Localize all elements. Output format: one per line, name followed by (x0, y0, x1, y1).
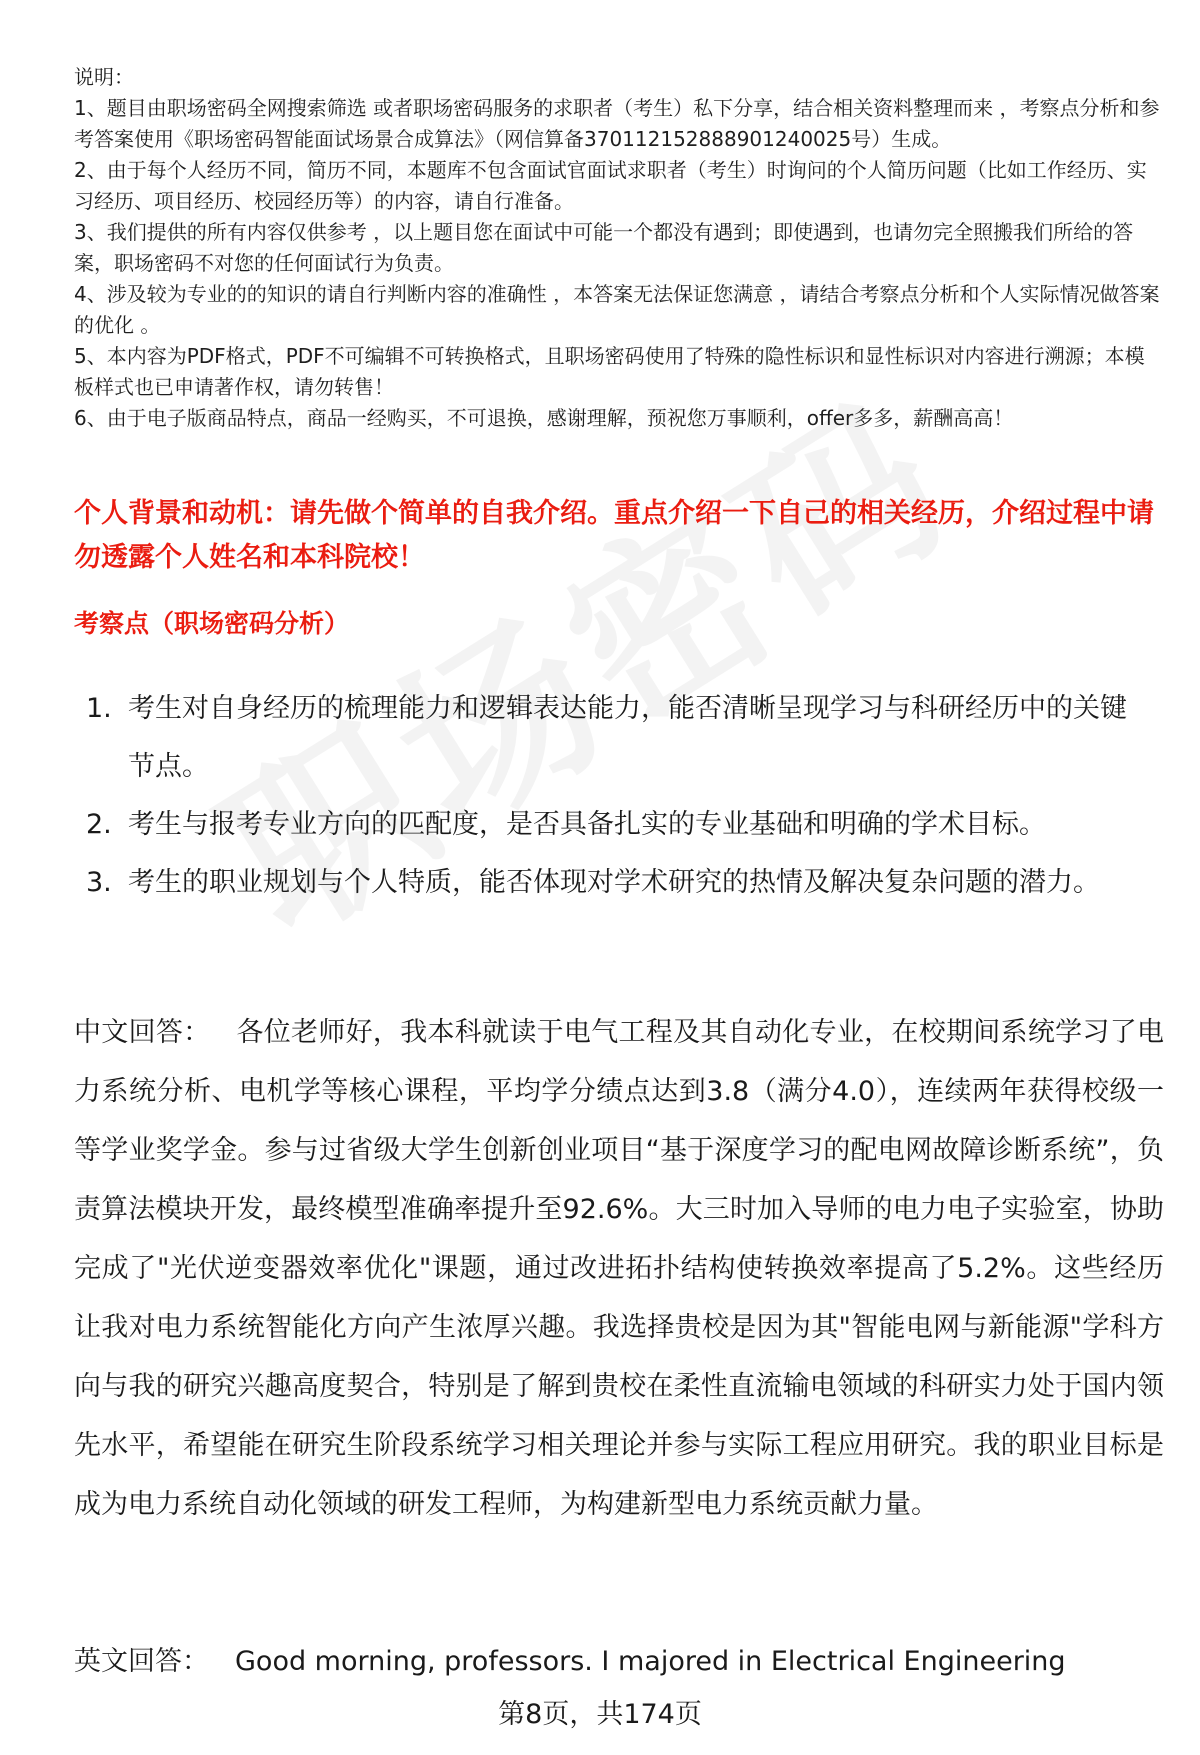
list-item-text: 考生的职业规划与个人特质，能否体现对学术研究的热情及解决复杂问题的潜力。 (128, 867, 1100, 898)
english-answer-label: 英文回答： (74, 1646, 209, 1677)
list-item-text: 考生对自身经历的梳理能力和逻辑表达能力，能否清晰呈现学习与科研经历中的关键节点。 (128, 693, 1127, 782)
chinese-answer (74, 1003, 1164, 1534)
list-item (70, 680, 1150, 796)
note-item: 6、由于电子版商品特点，商品一经购买，不可退换，感谢理解，预祝您万事顺利，offer多多，薪酬高高！ (74, 406, 1014, 430)
question-heading: 个人背景和动机：请先做个简单的自我介绍。重点介绍一下自己的相关经历，介绍过程中请勿透露个人姓名和本科院校！ (74, 498, 1154, 573)
list-item-text: 考生与报考专业方向的匹配度，是否具备扎实的专业基础和明确的学术目标。 (128, 809, 1046, 840)
note-item: 2、由于每个人经历不同，简历不同，本题库不包含面试官面试求职者（考生）时询问的个人简历问题（比如工作经历、实习经历、项目经历、校园经历等）的内容，请自行准备。 (74, 158, 1147, 213)
note-item: 5、本内容为PDF格式，PDF不可编辑不可转换格式，且职场密码使用了特殊的隐性标识和显性标识对内容进行溯源；本模板样式也已申请著作权，请勿转售！ (74, 344, 1145, 399)
english-answer-text: Good morning, professors. I majored in Electrical Engineering (235, 1646, 1066, 1677)
list-item (70, 796, 1150, 854)
points-heading: 考察点（职场密码分析） (74, 609, 350, 638)
notes-title: 说明： (74, 65, 134, 89)
notes-section (74, 62, 1164, 434)
points-list (70, 680, 1150, 912)
list-item-number: 1. (86, 693, 112, 724)
list-item (70, 854, 1150, 912)
chinese-answer-label: 中文回答： (74, 1017, 211, 1048)
list-item-number: 2. (86, 809, 112, 840)
note-item: 3、我们提供的所有内容仅供参考 ，以上题目您在面试中可能一个都没有遇到；即使遇到，也请勿完全照搬我们所给的答案，职场密码不对您的任何面试行为负责。 (74, 220, 1134, 275)
english-answer (74, 1632, 1164, 1691)
note-item: 4、涉及较为专业的的知识的请自行判断内容的准确性 ，本答案无法保证您满意 ，请结合考察点分析和个人实际情况做答案的优化 。 (74, 282, 1160, 337)
page-number: 第8页，共174页 (498, 1699, 702, 1730)
note-item: 1、题目由职场密码全网搜索筛选 或者职场密码服务的求职者（考生）私下分享，结合相关资料整理而来 ，考察点分析和参考答案使用《职场密码智能面试场景合成算法》（网信算备370112152888901240025号）生成。 (74, 96, 1160, 151)
list-item-number: 3. (86, 867, 112, 898)
chinese-answer-text: 各位老师好，我本科就读于电气工程及其自动化专业，在校期间系统学习了电力系统分析、电机学等核心课程，平均学分绩点达到3.8（满分4.0），连续两年获得校级一等学业奖学金。参与过省级大学生创新创业项目“基于深度学习的配电网故障诊断系统”，负责算法模块开发，最终模型准确率提升至92.6%。大三时加入导师的电力电子实验室，协助完成了"光伏逆变器效率优化"课题，通过改进拓扑结构使转换效率提高了5.2%。这些经历让我对电力系统智能化方向产生浓厚兴趣。我选择贵校是因为其"智能电网与新能源"学科方向与我的研究兴趣高度契合，特别是了解到贵校在柔性直流输电领域的科研实力处于国内领先水平，希望能在研究生阶段系统学习相关理论并参与实际工程应用研究。我的职业目标是成为电力系统自动化领域的研发工程师，为构建新型电力系统贡献力量。 (74, 1017, 1165, 1520)
